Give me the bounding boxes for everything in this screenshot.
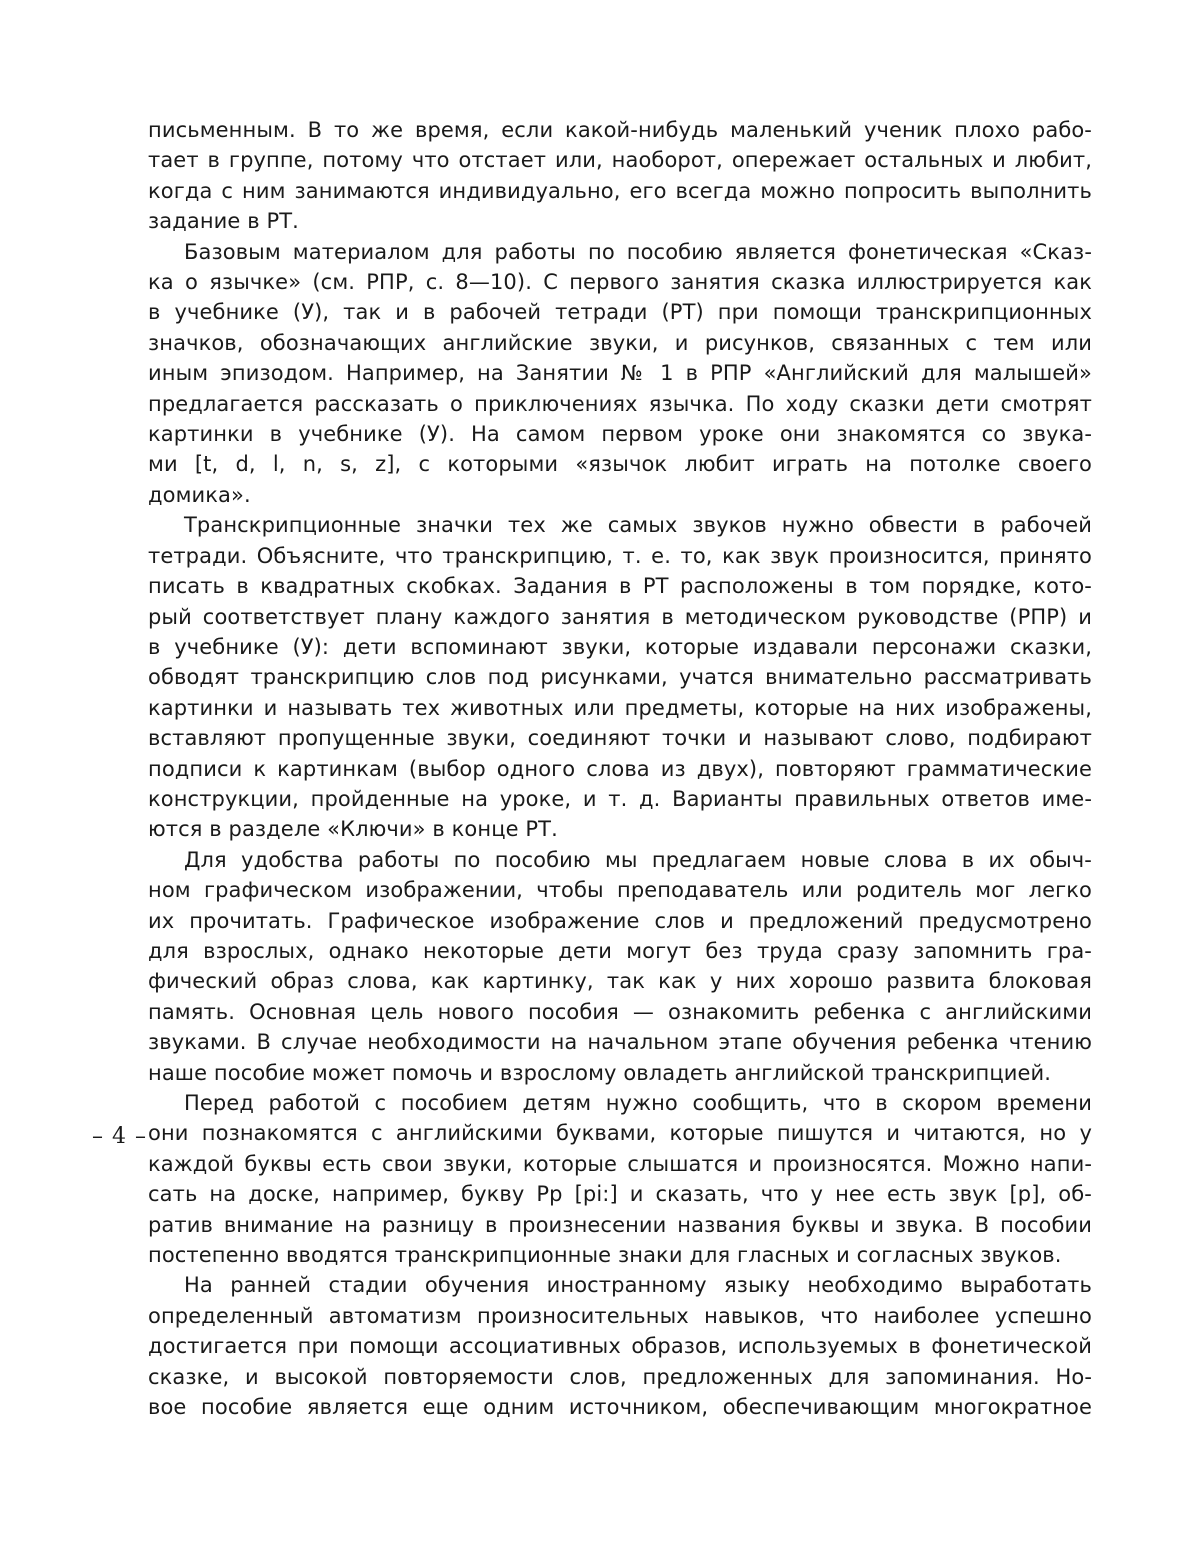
text-line: когда с ним занимаются индивидуально, его всегда можно попросить выполнить <box>148 178 1092 203</box>
text-line: сать на доске, например, букву Рр [pi:] и сказать, что у нее есть звук [p], об- <box>148 1182 1092 1207</box>
text-line: постепенно вводятся транскрипционные знаки для гласных и согласных звуков. <box>148 1243 1062 1268</box>
text-line: ми [t, d, l, n, s, z], с которыми «язычок любит играть на потолке своего <box>148 452 1092 477</box>
text-line: они познакомятся с английскими буквами, которые пишутся и читаются, но у <box>148 1121 1092 1146</box>
text-line: ка о язычке» (см. РПР, с. 8—10). С первого занятия сказка иллюстрируется как <box>148 270 1092 295</box>
text-line: определенный автоматизм произносительных навыков, что наиболее успешно <box>148 1303 1092 1328</box>
text-line: На ранней стадии обучения иностранному языку необходимо выработать <box>184 1273 1092 1298</box>
text-line: фический образ слова, как картинку, так как у них хорошо развита блоковая <box>148 969 1092 994</box>
text-line: звуками. В случае необходимости на начальном этапе обучения ребенка чтению <box>148 1030 1092 1055</box>
paragraph <box>148 1270 1092 1422</box>
text-line: сказке, и высокой повторяемости слов, предложенных для запоминания. Но- <box>148 1364 1092 1389</box>
text-line: память. Основная цель нового пособия — ознакомить ребенка с английскими <box>148 999 1092 1024</box>
text-line: подписи к картинкам (выбор одного слова из двух), повторяют грамматические <box>148 756 1092 781</box>
paragraph <box>148 845 1092 1088</box>
text-line: конструкции, пройденные на уроке, и т. д. Варианты правильных ответов име- <box>148 786 1092 811</box>
body-text <box>148 115 1092 1422</box>
text-line: наше пособие может помочь и взрослому овладеть английской транскрипцией. <box>148 1060 1052 1085</box>
text-line: каждой буквы есть свои звуки, которые слышатся и произносятся. Можно напи- <box>148 1151 1092 1176</box>
text-line: для взрослых, однако некоторые дети могут без труда сразу запомнить гра- <box>148 938 1092 963</box>
text-line: значков, обозначающих английские звуки, и рисунков, связанных с тем или <box>148 330 1092 355</box>
text-line: Для удобства работы по пособию мы предлагаем новые слова в их обыч- <box>184 847 1092 872</box>
text-line: вое пособие является еще одним источником, обеспечивающим многократное <box>148 1395 1092 1420</box>
text-line: письменным. В то же время, если какой-нибудь маленький ученик плохо рабо- <box>148 118 1092 142</box>
text-line: достигается при помощи ассоциативных образов, используемых в фонетической <box>148 1334 1092 1359</box>
text-line: тетради. Объясните, что транскрипцию, т. е. то, как звук произносится, принято <box>148 543 1092 568</box>
text-line: иным эпизодом. Например, на Занятии № 1 в РПР «Английский для малышей» <box>148 361 1092 386</box>
text-line: в учебнике (У): дети вспоминают звуки, которые издавали персонажи сказки, <box>148 634 1092 659</box>
text-line: Перед работой с пособием детям нужно сообщить, что в скором времени <box>184 1091 1092 1115</box>
paragraph <box>148 115 1092 237</box>
text-line: предлагается рассказать о приключениях язычка. По ходу сказки дети смотрят <box>148 391 1092 416</box>
text-line: тает в группе, потому что отстает или, наоборот, опережает остальных и любит, <box>148 148 1092 173</box>
text-line: задание в РТ. <box>148 209 299 234</box>
text-line: картинки и называть тех животных или предметы, которые на них изображены, <box>148 695 1092 720</box>
text-line: их прочитать. Графическое изображение слов и предложений предусмотрено <box>148 908 1092 933</box>
text-line: ном графическом изображении, чтобы преподаватель или родитель мог легко <box>148 878 1092 903</box>
text-line: ратив внимание на разницу в произнесении названия буквы и звука. В пособии <box>148 1212 1092 1237</box>
text-line: рый соответствует плану каждого занятия в методическом руководстве (РПР) и <box>148 604 1092 629</box>
text-line: Базовым материалом для работы по пособию является фонетическая «Сказ- <box>184 239 1092 264</box>
text-line: вставляют пропущенные звуки, соединяют точки и называют слово, подбирают <box>148 726 1092 751</box>
paragraph <box>148 237 1092 511</box>
text-line: обводят транскрипцию слов под рисунками, учатся внимательно рассматривать <box>148 665 1092 690</box>
text-line: писать в квадратных скобках. Задания в РТ расположены в том порядке, кото- <box>148 574 1092 599</box>
text-line: картинки в учебнике (У). На самом первом уроке они знакомятся со звука- <box>148 422 1092 447</box>
paragraph <box>148 510 1092 844</box>
paragraph <box>148 1088 1092 1270</box>
text-line: в учебнике (У), так и в рабочей тетради (РТ) при помощи транскрипционных <box>148 300 1092 325</box>
text-line: домика». <box>148 482 251 507</box>
text-line: Транскрипционные значки тех же самых звуков нужно обвести в рабочей <box>184 513 1092 538</box>
page-number: – 4 – <box>92 1124 147 1149</box>
text-line: ются в разделе «Ключи» в конце РТ. <box>148 817 558 842</box>
